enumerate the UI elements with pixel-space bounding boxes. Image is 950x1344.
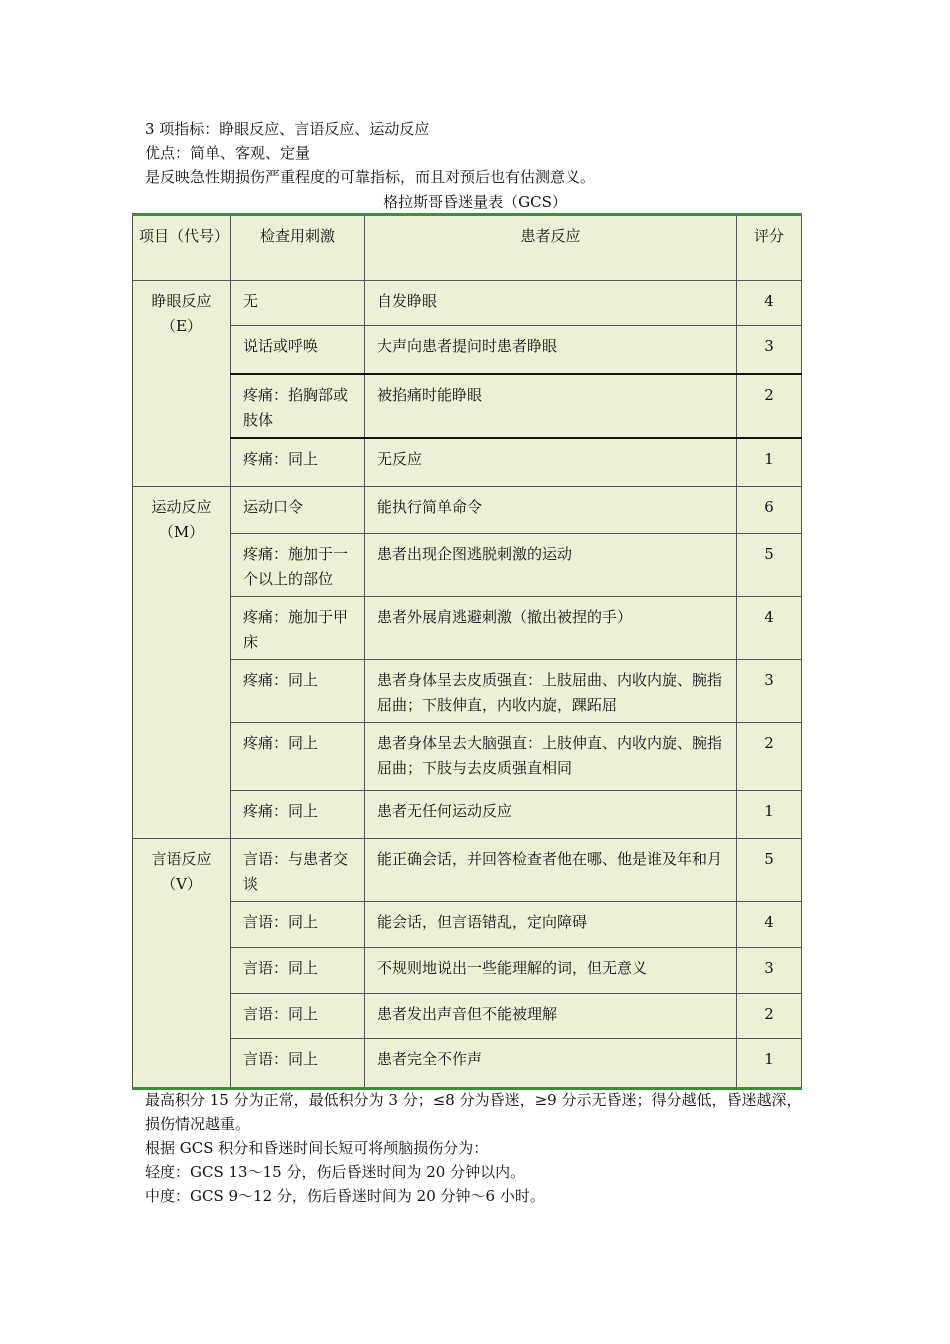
table-row xyxy=(133,487,802,534)
table-row xyxy=(133,791,802,839)
cell-score: 3 xyxy=(737,326,802,374)
cell-stimulus: 言语：同上 xyxy=(231,994,365,1039)
table-row xyxy=(133,948,802,994)
cell-response: 无反应 xyxy=(365,438,737,487)
cell-response: 大声向患者提问时患者睁眼 xyxy=(365,326,737,374)
note-scoring: 最高积分 15 分为正常，最低积分为 3 分；≤8 分为昏迷，≥9 分示无昏迷；得分越低，昏迷越深，损伤情况越重。 xyxy=(145,1091,802,1133)
table-header-row xyxy=(133,215,802,281)
cell-stimulus: 疼痛：掐胸部或肢体 xyxy=(231,374,365,438)
cell-score: 1 xyxy=(737,1039,802,1089)
cell-score: 2 xyxy=(737,374,802,438)
cell-score: 2 xyxy=(737,723,802,791)
table-row xyxy=(133,660,802,723)
header-stimulus: 检查用刺激 xyxy=(231,215,365,281)
cell-stimulus: 说话或呼唤 xyxy=(231,326,365,374)
cell-response: 能正确会话，并回答检查者他在哪、他是谁及年和月 xyxy=(365,839,737,902)
cell-response: 被掐痛时能睁眼 xyxy=(365,374,737,438)
table-caption: 格拉斯哥昏迷量表（GCS） xyxy=(383,193,567,211)
group-item-motor: 运动反应（M） xyxy=(133,487,231,839)
intro-text xyxy=(145,117,825,189)
cell-stimulus: 疼痛：施加于一个以上的部位 xyxy=(231,534,365,597)
cell-score: 1 xyxy=(737,438,802,487)
cell-response: 患者外展肩逃避刺激（撤出被捏的手） xyxy=(365,597,737,660)
cell-stimulus: 疼痛：同上 xyxy=(231,791,365,839)
group-item-eye: 睁眼反应（E） xyxy=(133,281,231,487)
cell-response: 自发睁眼 xyxy=(365,281,737,326)
table-row xyxy=(133,281,802,326)
cell-response: 患者无任何运动反应 xyxy=(365,791,737,839)
group-item-verbal: 言语反应（V） xyxy=(133,839,231,1089)
notes-text xyxy=(145,1088,810,1208)
header-item: 项目（代号） xyxy=(133,215,231,281)
table-row xyxy=(133,374,802,438)
cell-score: 3 xyxy=(737,660,802,723)
cell-score: 5 xyxy=(737,839,802,902)
cell-score: 1 xyxy=(737,791,802,839)
cell-stimulus: 无 xyxy=(231,281,365,326)
note-classification: 根据 GCS 积分和昏迷时间长短可将颅脑损伤分为： xyxy=(145,1139,489,1157)
cell-score: 6 xyxy=(737,487,802,534)
cell-stimulus: 疼痛：同上 xyxy=(231,723,365,791)
cell-stimulus: 言语：同上 xyxy=(231,1039,365,1089)
gcs-table xyxy=(132,213,802,1090)
cell-score: 2 xyxy=(737,994,802,1039)
table-row xyxy=(133,994,802,1039)
cell-stimulus: 言语：同上 xyxy=(231,902,365,948)
cell-stimulus: 疼痛：同上 xyxy=(231,660,365,723)
table-row xyxy=(133,438,802,487)
cell-score: 3 xyxy=(737,948,802,994)
intro-line-significance: 是反映急性期损伤严重程度的可靠指标，而且对预后也有估测意义。 xyxy=(145,168,596,186)
cell-response: 患者出现企图逃脱刺激的运动 xyxy=(365,534,737,597)
cell-score: 4 xyxy=(737,281,802,326)
header-score: 评分 xyxy=(737,215,802,281)
table-row xyxy=(133,723,802,791)
table-row xyxy=(133,902,802,948)
table-row xyxy=(133,534,802,597)
cell-score: 4 xyxy=(737,902,802,948)
cell-stimulus: 疼痛：施加于甲床 xyxy=(231,597,365,660)
intro-line-advantages: 优点：简单、客观、定量 xyxy=(145,144,311,162)
note-moderate: 中度：GCS 9～12 分，伤后昏迷时间为 20 分钟～6 小时。 xyxy=(145,1187,545,1205)
cell-response: 能会话，但言语错乱，定向障碍 xyxy=(365,902,737,948)
table-row xyxy=(133,597,802,660)
table-row xyxy=(133,1039,802,1089)
table-row xyxy=(133,326,802,374)
note-mild: 轻度：GCS 13～15 分，伤后昏迷时间为 20 分钟以内。 xyxy=(145,1163,526,1181)
intro-line-indicators: 3 项指标：睁眼反应、言语反应、运动反应 xyxy=(145,120,430,138)
table-row xyxy=(133,839,802,902)
cell-stimulus: 运动口令 xyxy=(231,487,365,534)
cell-response: 患者身体呈去大脑强直：上肢伸直、内收内旋、腕指屈曲；下肢与去皮质强直相同 xyxy=(365,723,737,791)
cell-score: 4 xyxy=(737,597,802,660)
cell-response: 患者身体呈去皮质强直：上肢屈曲、内收内旋、腕指屈曲；下肢伸直，内收内旋，踝跖屈 xyxy=(365,660,737,723)
cell-score: 5 xyxy=(737,534,802,597)
cell-response: 能执行简单命令 xyxy=(365,487,737,534)
cell-stimulus: 疼痛：同上 xyxy=(231,438,365,487)
header-response: 患者反应 xyxy=(365,215,737,281)
cell-response: 患者发出声音但不能被理解 xyxy=(365,994,737,1039)
cell-stimulus: 言语：与患者交谈 xyxy=(231,839,365,902)
cell-response: 不规则地说出一些能理解的词，但无意义 xyxy=(365,948,737,994)
cell-response: 患者完全不作声 xyxy=(365,1039,737,1089)
cell-stimulus: 言语：同上 xyxy=(231,948,365,994)
